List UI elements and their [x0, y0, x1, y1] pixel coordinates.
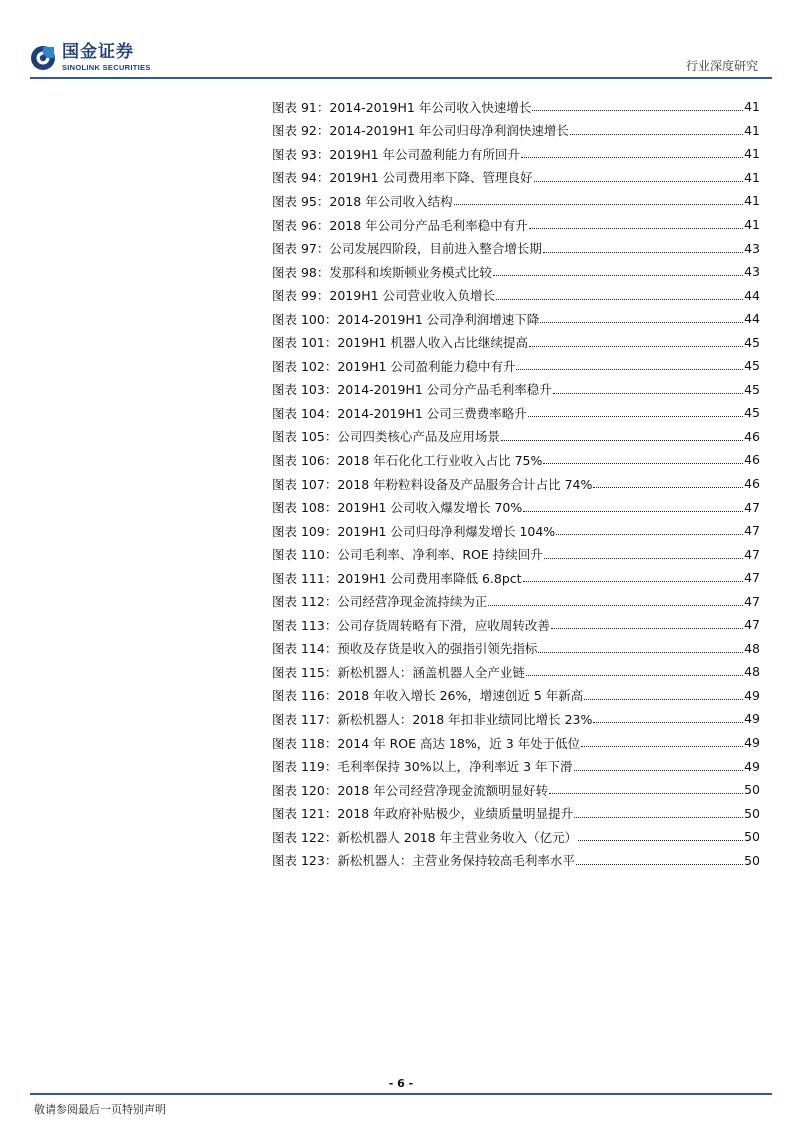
toc-leader-dots: [532, 110, 743, 111]
toc-entry-title: 图表 100：2014-2019H1 公司净利润增速下降: [272, 311, 540, 327]
toc-leader-dots: [593, 487, 743, 488]
toc-entry[interactable]: [272, 566, 760, 590]
logo-chinese-name: 国金证券: [62, 42, 134, 62]
toc-entry[interactable]: [272, 119, 760, 143]
toc-leader-dots: [526, 675, 743, 676]
toc-entry-title: 图表 109：2019H1 公司归母净利爆发增长 104%: [272, 523, 556, 539]
toc-entry[interactable]: [272, 425, 760, 449]
toc-entry-page: 50: [744, 805, 760, 821]
page-number: - 6 -: [388, 1077, 414, 1090]
toc-entry-title: 图表 91：2014-2019H1 年公司收入快速增长: [272, 99, 532, 115]
toc-entry-page: 49: [744, 735, 760, 751]
toc-entry[interactable]: [272, 401, 760, 425]
toc-entry[interactable]: [272, 166, 760, 190]
toc-entry[interactable]: [272, 448, 760, 472]
toc-entry[interactable]: [272, 801, 760, 825]
toc-entry-page: 47: [744, 593, 760, 609]
toc-leader-dots: [529, 228, 743, 229]
toc-leader-dots: [523, 581, 744, 582]
figure-index-list: [272, 95, 760, 872]
toc-entry[interactable]: [272, 378, 760, 402]
toc-entry-page: 45: [744, 358, 760, 374]
toc-entry-title: 图表 102：2019H1 公司盈利能力稳中有升: [272, 358, 516, 374]
toc-entry-page: 46: [744, 428, 760, 444]
toc-entry-page: 41: [744, 146, 760, 162]
toc-leader-dots: [521, 157, 743, 158]
toc-entry[interactable]: [272, 354, 760, 378]
toc-entry-title: 图表 108：2019H1 公司收入爆发增长 70%: [272, 500, 523, 516]
toc-entry[interactable]: [272, 330, 760, 354]
toc-entry-page: 50: [744, 852, 760, 868]
toc-leader-dots: [523, 511, 743, 512]
toc-entry[interactable]: [272, 613, 760, 637]
toc-leader-dots: [549, 793, 743, 794]
toc-leader-dots: [454, 204, 743, 205]
toc-leader-dots: [540, 322, 743, 323]
toc-entry-page: 41: [744, 122, 760, 138]
toc-entry-page: 44: [744, 311, 760, 327]
toc-entry[interactable]: [272, 684, 760, 708]
toc-entry[interactable]: [272, 307, 760, 331]
toc-entry[interactable]: [272, 825, 760, 849]
toc-leader-dots: [576, 864, 743, 865]
toc-leader-dots: [584, 699, 743, 700]
toc-entry[interactable]: [272, 542, 760, 566]
toc-entry[interactable]: [272, 260, 760, 284]
toc-entry-page: 43: [744, 264, 760, 280]
toc-entry-page: 49: [744, 687, 760, 703]
toc-entry-page: 46: [744, 476, 760, 492]
toc-leader-dots: [529, 346, 743, 347]
toc-entry[interactable]: [272, 142, 760, 166]
toc-entry-page: 47: [744, 523, 760, 539]
toc-entry-title: 图表 110：公司毛利率、净利率、ROE 持续回升: [272, 547, 543, 563]
toc-entry-title: 图表 106：2018 年石化化工行业收入占比 75%: [272, 452, 543, 468]
toc-entry-title: 图表 121：2018 年政府补贴极少，业绩质量明显提升: [272, 806, 574, 822]
toc-entry-page: 47: [744, 617, 760, 633]
toc-entry-title: 图表 95：2018 年公司收入结构: [272, 193, 453, 209]
toc-leader-dots: [488, 605, 743, 606]
toc-entry[interactable]: [272, 236, 760, 260]
toc-entry[interactable]: [272, 778, 760, 802]
toc-entry-page: 46: [744, 452, 760, 468]
toc-entry[interactable]: [272, 637, 760, 661]
toc-leader-dots: [528, 416, 743, 417]
toc-leader-dots: [516, 369, 743, 370]
toc-entry[interactable]: [272, 731, 760, 755]
toc-entry-title: 图表 120：2018 年公司经营净现金流额明显好转: [272, 782, 549, 798]
toc-leader-dots: [496, 299, 743, 300]
toc-entry-title: 图表 105：公司四类核心产品及应用场景: [272, 429, 500, 445]
toc-entry-title: 图表 98：发那科和埃斯顿业务模式比较: [272, 264, 492, 280]
toc-leader-dots: [543, 252, 743, 253]
toc-entry[interactable]: [272, 660, 760, 684]
toc-entry[interactable]: [272, 754, 760, 778]
footer-divider: [30, 1093, 772, 1095]
company-logo: [30, 44, 151, 72]
toc-entry-title: 图表 112：公司经营净现金流持续为正: [272, 594, 488, 610]
toc-entry-title: 图表 94：2019H1 公司费用率下降、管理良好: [272, 170, 533, 186]
toc-entry-page: 41: [744, 99, 760, 115]
toc-leader-dots: [534, 181, 744, 182]
toc-entry-page: 44: [744, 287, 760, 303]
toc-entry-page: 48: [744, 640, 760, 656]
toc-entry-page: 41: [744, 217, 760, 232]
toc-entry[interactable]: [272, 849, 760, 873]
toc-leader-dots: [493, 275, 743, 276]
toc-leader-dots: [551, 628, 743, 629]
toc-entry[interactable]: [272, 495, 760, 519]
toc-entry-title: 图表 101：2019H1 机器人收入占比继续提高: [272, 335, 528, 351]
toc-entry-title: 图表 104：2014-2019H1 公司三费费率略升: [272, 405, 527, 421]
toc-entry[interactable]: [272, 283, 760, 307]
toc-entry-title: 图表 113：公司存货周转略有下滑，应收周转改善: [272, 617, 550, 633]
toc-entry-title: 图表 123：新松机器人：主营业务保持较高毛利率水平: [272, 853, 575, 869]
toc-entry-page: 43: [744, 240, 760, 256]
toc-entry-page: 47: [744, 546, 760, 562]
toc-leader-dots: [501, 440, 743, 441]
toc-leader-dots: [553, 393, 743, 394]
toc-entry[interactable]: [272, 519, 760, 543]
sinolink-logo-icon: [30, 45, 56, 71]
toc-entry-title: 图表 99：2019H1 公司营业收入负增长: [272, 288, 496, 304]
toc-entry-title: 图表 116：2018 年收入增长 26%，增速创近 5 年新高: [272, 688, 584, 704]
toc-entry-title: 图表 111：2019H1 公司费用率降低 6.8pct: [272, 570, 522, 586]
toc-entry-title: 图表 122：新松机器人 2018 年主营业务收入（亿元）: [272, 829, 578, 845]
toc-leader-dots: [544, 558, 743, 559]
logo-english-name: SINOLINK SECURITIES: [62, 63, 151, 72]
toc-entry-page: 41: [744, 193, 760, 209]
toc-entry-title: 图表 97：公司发展四阶段，目前进入整合增长期: [272, 241, 542, 257]
toc-entry-title: 图表 92：2014-2019H1 年公司归母净利润快速增长: [272, 123, 569, 139]
toc-entry[interactable]: [272, 189, 760, 213]
toc-entry-title: 图表 103：2014-2019H1 公司分产品毛利率稳升: [272, 382, 552, 398]
toc-leader-dots: [578, 840, 743, 841]
toc-entry-title: 图表 119：毛利率保持 30%以上，净利率近 3 年下滑: [272, 759, 573, 775]
toc-entry[interactable]: [272, 213, 760, 237]
toc-leader-dots: [581, 746, 743, 747]
toc-entry-page: 50: [744, 829, 760, 845]
toc-leader-dots: [570, 134, 743, 135]
toc-entry-page: 50: [744, 782, 760, 798]
header-divider: [30, 77, 772, 79]
toc-entry-title: 图表 114：预收及存货是收入的强指引领先指标: [272, 641, 538, 657]
toc-entry-title: 图表 115：新松机器人：涵盖机器人全产业链: [272, 664, 525, 680]
toc-leader-dots: [574, 817, 743, 818]
toc-entry-page: 45: [744, 381, 760, 397]
toc-entry-page: 49: [744, 711, 760, 727]
toc-leader-dots: [593, 722, 743, 723]
toc-entry-page: 47: [744, 570, 760, 586]
footer-disclaimer: 敬请参阅最后一页特别声明: [34, 1103, 166, 1116]
toc-entry-page: 45: [744, 334, 760, 350]
report-type: 行业深度研究: [685, 59, 758, 73]
toc-entry-title: 图表 117：新松机器人：2018 年扣非业绩同比增长 23%: [272, 711, 593, 727]
toc-entry[interactable]: [272, 707, 760, 731]
toc-leader-dots: [543, 463, 743, 464]
toc-entry[interactable]: [272, 472, 760, 496]
toc-entry-title: 图表 118：2014 年 ROE 高达 18%，近 3 年处于低位: [272, 735, 581, 751]
toc-entry-title: 图表 93：2019H1 年公司盈利能力有所回升: [272, 146, 521, 162]
toc-entry-title: 图表 107：2018 年粉粒料设备及产品服务合计占比 74%: [272, 476, 593, 492]
toc-entry-page: 41: [744, 169, 760, 185]
toc-leader-dots: [538, 652, 743, 653]
toc-entry[interactable]: [272, 589, 760, 613]
toc-leader-dots: [556, 534, 743, 535]
toc-entry[interactable]: [272, 95, 760, 119]
toc-entry-page: 49: [744, 758, 760, 774]
toc-entry-page: 47: [744, 499, 760, 515]
toc-leader-dots: [574, 770, 744, 771]
toc-entry-title: 图表 96：2018 年公司分产品毛利率稳中有升: [272, 217, 528, 233]
toc-entry-page: 45: [744, 405, 760, 421]
toc-entry-page: 48: [744, 664, 760, 680]
